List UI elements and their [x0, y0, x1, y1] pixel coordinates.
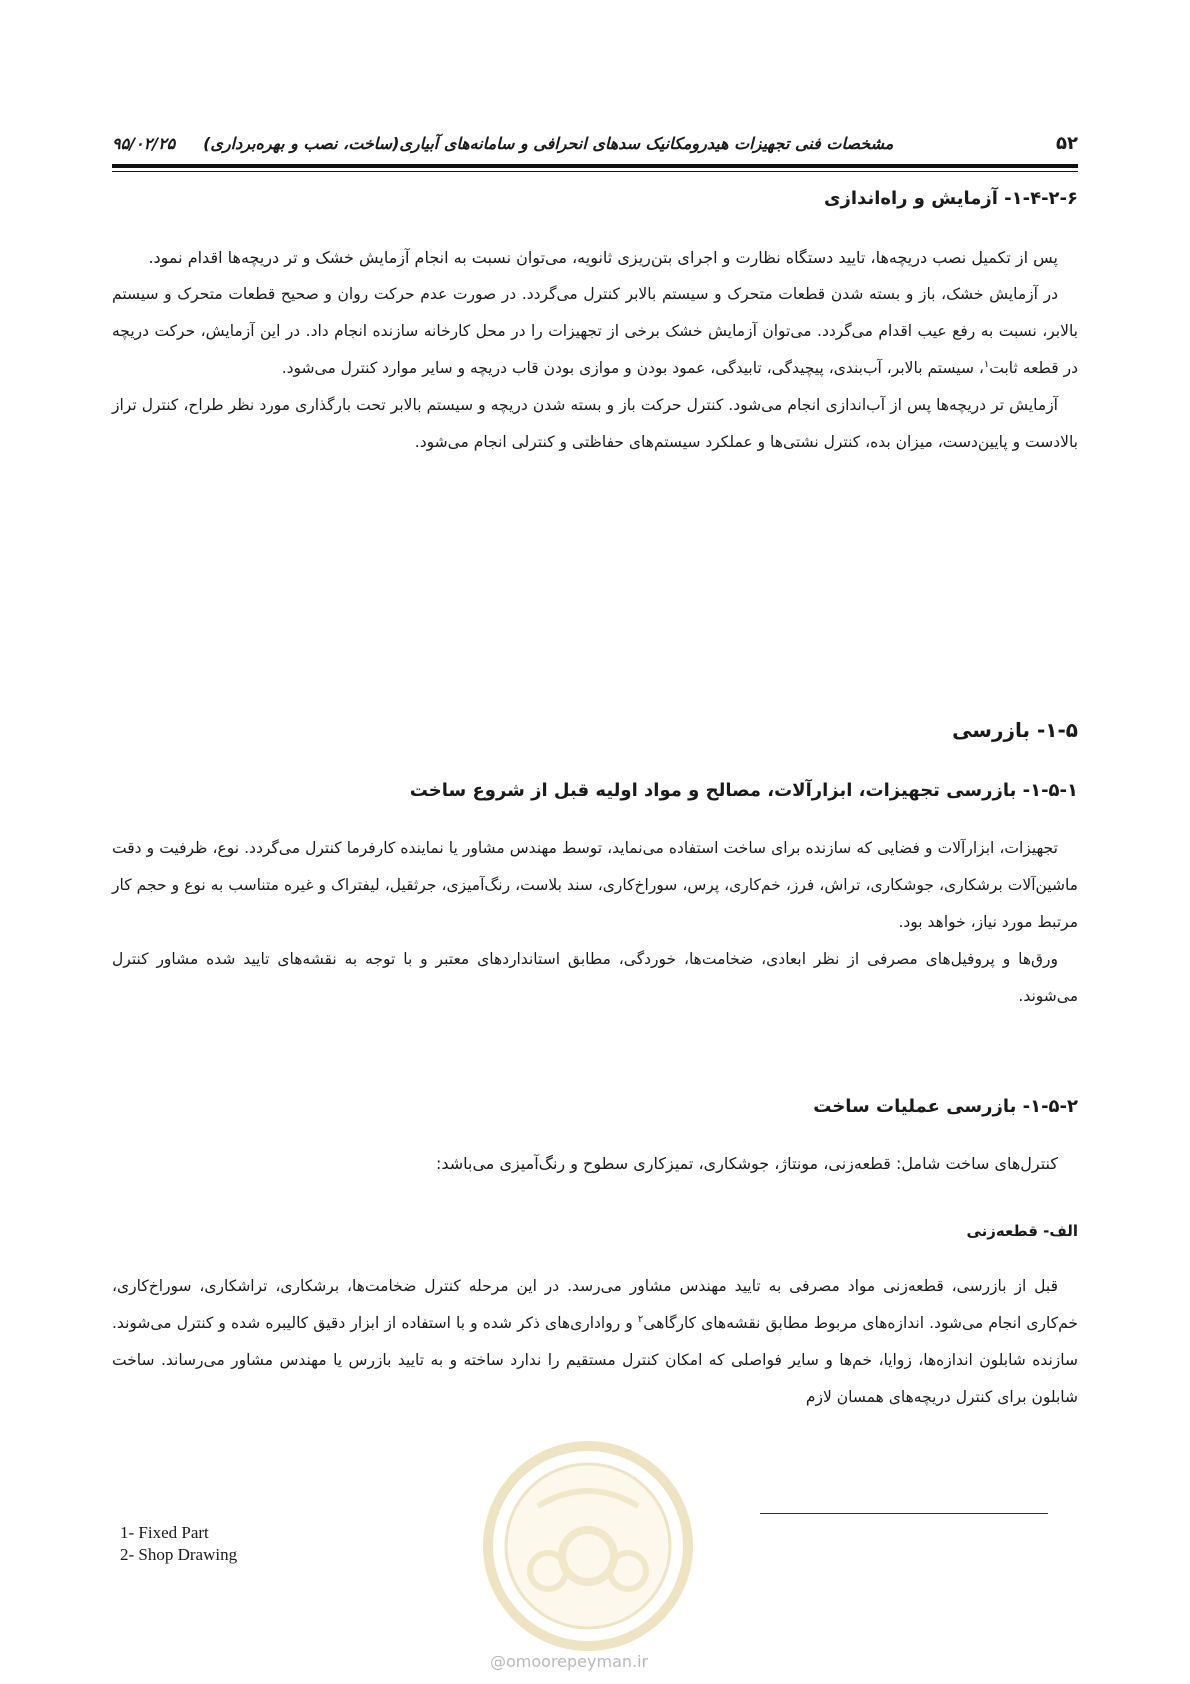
- running-title: [112, 134, 893, 153]
- page-number: ۵۲: [1056, 132, 1078, 154]
- footnote-ref: ۲: [637, 1313, 644, 1325]
- paragraph: در آزمایش خشک، باز و بسته شدن قطعات متحرک و سیستم بالابر کنترل می‌گردد. در صورت عدم حرکت روان و صحیح قطعات متحرک و سیستم بالابر، نسبت به رفع عیب اقدام می‌گردد. می‌توان آزمایش خشک برخی از تجهیزات را در محل کارخانه سازنده انجام داد. در این آزمایش، حرکت دریچه در قطعه ثابت$^۱$، سیستم بالابر، آب‌بندی، پیچیدگی، تابیدگی، عمود بودن و موازی بودن قاب دریچه و سایر موارد کنترل می‌شود.: [112, 285, 1078, 377]
- header-rule-thin: [112, 171, 1078, 172]
- paragraph: ورق‌ها و پروفیل‌های مصرفی از نظر ابعادی، ضخامت‌ها، خوردگی، مطابق استانداردهای معتبر و با توجه به نقشه‌های تایید شده مشاور کنترل می‌شوند.: [112, 950, 1078, 1005]
- watermark-seal-icon: [478, 1436, 698, 1656]
- section-heading-1-5-1: ۱-۵-۱- بازرسی تجهیزات، ابزارآلات، مصالح و مواد اولیه قبل از شروع ساخت: [409, 780, 1078, 801]
- section-body-1-5-1: [112, 830, 1078, 1015]
- paragraph: آزمایش تر دریچه‌ها پس از آب‌اندازی انجام می‌شود. کنترل حرکت باز و بسته شدن دریچه و سیستم بالابر تحت بارگذاری مورد نظر طراح، کنترل تراز بالادست و پایین‌دست، میزان بده، کنترل نشتی‌ها و عملکرد سیستم‌های حفاظتی و کنترلی انجام می‌شود.: [112, 396, 1078, 451]
- section-body-1-4-2-6: [112, 240, 1078, 461]
- paragraph: پس از تکمیل نصب دریچه‌ها، تایید دستگاه نظارت و اجرای بتن‌ریزی ثانویه، می‌توان نسبت به انجام آزمایش خشک و تر دریچه‌ها اقدام نمود.: [148, 248, 1058, 267]
- page-header: [112, 128, 1078, 158]
- paragraph: کنترل‌های ساخت شامل: قطعه‌زنی، مونتاژ، جوشکاری، تمیزکاری سطوح و رنگ‌آمیزی می‌باشد:: [435, 1154, 1058, 1173]
- footnote-ref: ۱: [983, 358, 990, 370]
- subsection-heading-alef: الف- قطعه‌زنی: [966, 1222, 1078, 1240]
- paragraph: تجهیزات، ابزارآلات و فضایی که سازنده برای ساخت استفاده می‌نماید، توسط مهندس مشاور یا نماینده کارفرما کنترل می‌گردد. نوع، ظرفیت و دقت ماشین‌آلات برشکاری، جوشکاری، تراش، فرز، خم‌کاری، پرس، سوراخ‌کاری، سند بلاست، رنگ‌آمیزی، جرثقیل، لیفتراک و غیره متناسب به نوع و حجم کار مرتبط مورد نیاز، خواهد بود.: [112, 839, 1078, 931]
- subsection-body-alef: [112, 1268, 1078, 1416]
- header-title: مشخصات فنی تجهیزات هیدرومکانیک سدهای انحرافی و سامانه‌های آبیاری(ساخت، نصب و بهره‌برداری): [203, 133, 894, 153]
- header-date: ۹۵/۰۲/۲۵: [112, 133, 176, 153]
- section-body-1-5-2: [112, 1146, 1078, 1182]
- footnotes: [120, 1522, 237, 1566]
- header-rule-thick: [112, 164, 1078, 168]
- footnote-separator: [760, 1513, 1048, 1514]
- section-heading-1-4-2-6: ۱-۴-۲-۶- آزمایش و راه‌اندازی: [824, 188, 1078, 209]
- footnote-2: 2- Shop Drawing: [120, 1545, 238, 1564]
- section-heading-1-5-2: ۱-۵-۲- بازرسی عملیات ساخت: [813, 1096, 1078, 1117]
- footnote-1: 1- Fixed Part: [120, 1523, 209, 1542]
- paragraph: قبل از بازرسی، قطعه‌زنی مواد مصرفی به تایید مهندس مشاور می‌رسد. در این مرحله کنترل ضخامت‌ها، برشکاری، تراشکاری، سوراخ‌کاری، خم‌کاری انجام می‌شود. اندازه‌های مربوط مطابق نقشه‌های کارگاهی$^۲$ و رواداری‌های ذکر شده و با استفاده از ابزار دقیق کالیبره شده و کنترل می‌شوند. سازنده شابلون اندازه‌ها، زوایا، خم‌ها و سایر فواصلی که امکان کنترل مستقیم را ندارد ساخته و به تایید بازرس یا مهندس مشاور می‌رساند. ساخت شابلون برای کنترل دریچه‌های همسان لازم: [112, 1277, 1078, 1406]
- section-heading-1-5: ۱-۵- بازرسی: [952, 718, 1078, 742]
- watermark-url: @omoorepeyman.ir: [490, 1652, 649, 1671]
